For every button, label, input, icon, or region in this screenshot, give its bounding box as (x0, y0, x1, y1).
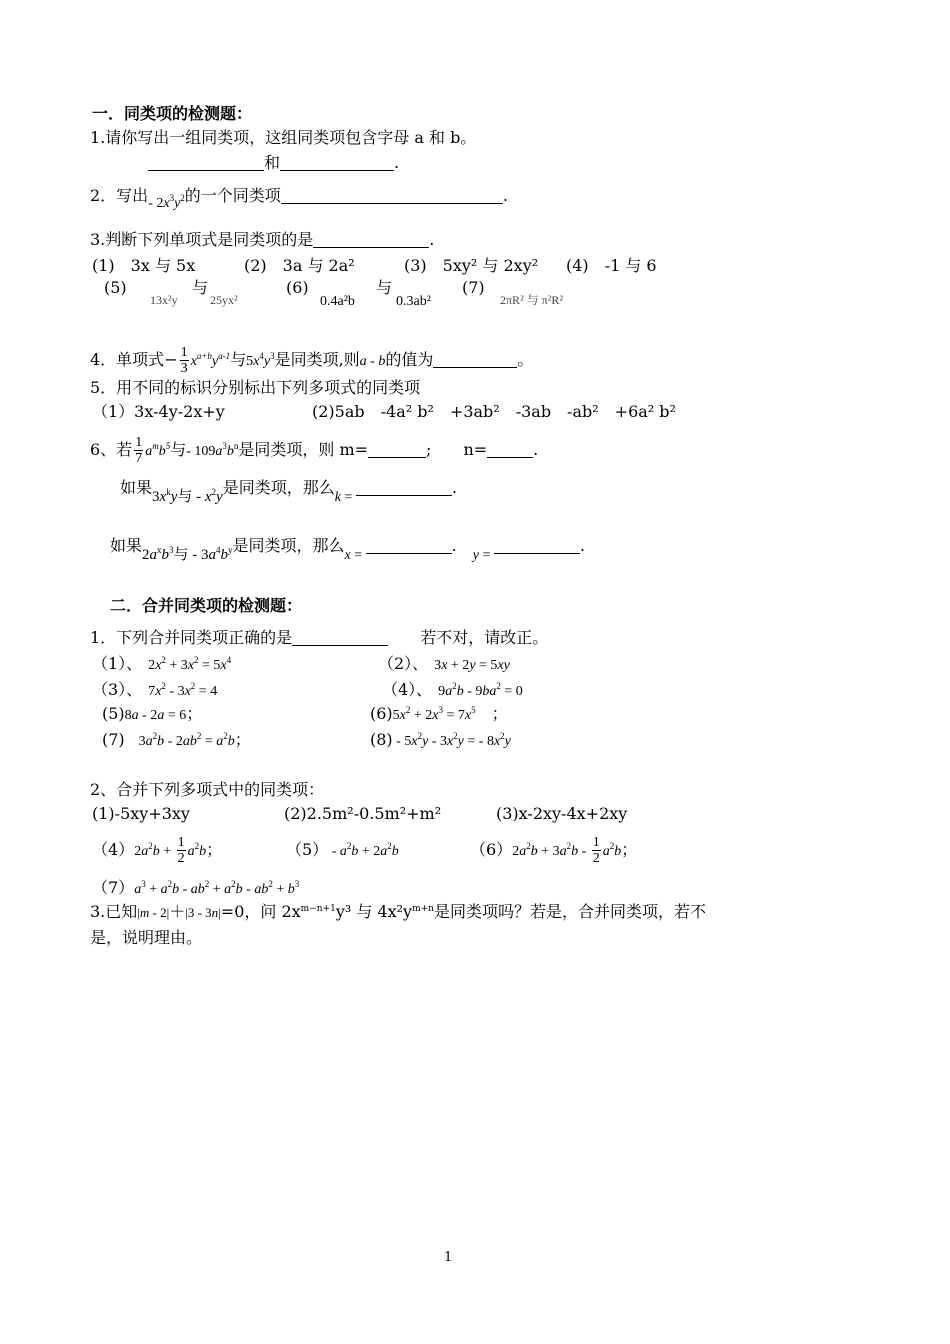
expression: - $2x^3y^2$ (148, 193, 185, 211)
question-2-2: 2、合并下列多项式中的同类项： (90, 780, 325, 799)
question-1-4: 4．单项式− $\frac{1}{3}$ $x^{a+b}y^{a-1}$与$5x^4y^3$是同类项,则a - b的值为 。 (90, 345, 534, 376)
q2-1-item-2: （2）、 3x + 2y = 5xy (378, 654, 510, 673)
q2-2-item-3: (3)x-2xy-4x+2xy (496, 804, 628, 823)
answer-blank[interactable] (368, 441, 426, 458)
q2-1-item-7: (7) $3a^2b - 2ab^2 = a^2b$； (102, 730, 251, 749)
answer-blank[interactable] (280, 154, 394, 171)
question-1-1-answer: 和 . (148, 153, 399, 173)
q2-1-item-3: （3）、 $7x^2 - 3x^2 = 4$ (92, 680, 218, 699)
q3-item-5b: 25yx² (210, 293, 238, 307)
question-1-6b: 如果$3x^ky$与 - $x^2y$是同类项，那么k = . (120, 478, 457, 505)
answer-blank[interactable] (292, 629, 388, 646)
q3-item-5a: 13x²y (150, 293, 178, 307)
question-2-3-cont: 是，说明理由。 (90, 928, 203, 947)
answer-blank[interactable] (487, 441, 533, 458)
q5-poly-2: (2)5ab -4a² b² +3ab² -3ab -ab² +6a² b² (312, 402, 676, 421)
answer-blank[interactable] (366, 537, 452, 554)
answer-blank[interactable] (494, 537, 580, 554)
question-1-2: 2．写出- $2x^3y^2$的一个同类项 . (90, 186, 508, 211)
q2-1-item-6: $(6)5x^2 + 2x^3 = 7x^5$ ； (370, 704, 508, 723)
question-1-3: 3.判断下列单项式是同类项的是 . (90, 230, 435, 249)
question-1-1: 1.请你写出一组同类项，这组同类项包含字母 a 和 b。 (90, 128, 477, 147)
q3-item-7: (7) (462, 278, 485, 297)
answer-blank[interactable] (281, 187, 503, 204)
q3-item-2: (2) 3a 与 2a² (244, 256, 355, 275)
question-1-6c: 如果$2a^xb^3$与 - $3a^4b^y$是同类项，那么x = . y = . (110, 536, 585, 563)
q2-1-item-4: （4）、 $9a^2b - 9ba^2 = 0$ (382, 680, 523, 699)
q2-1-item-8: $(8) - 5x^2y - 3x^2y$ = - $8x^2y$ (370, 730, 511, 749)
answer-blank[interactable] (433, 351, 517, 368)
q5-poly-1: （1）3x-4y-2x+y (92, 402, 225, 421)
q2-2-item-2: (2)2.5m²-0.5m²+m² (284, 804, 442, 823)
q3-item-6a: 0.4a²b (320, 294, 355, 309)
q3-item-3: (3) 5xy² 与 2xy² (404, 256, 539, 275)
page-number: 1 (444, 1250, 453, 1265)
section-2-title: 二．合并同类项的检测题： (110, 596, 303, 615)
q3-item-4: (4) -1 与 6 (566, 256, 657, 275)
q2-1-item-1: （1）、 $2x^2 + 3x^2 = 5x^4$ (92, 654, 232, 673)
q2-2-item-1: (1)-5xy+3xy (92, 804, 190, 823)
q2-2-item-7: $(7)a^3 + a^2b - ab^2 + a^2b - ab^2 + b^3$ (92, 878, 300, 897)
q3-with: 与 (192, 278, 209, 297)
q2-2-item-4: $(4)2a^2b$ + $\frac{1}{2}$ $a^2b$； (92, 835, 223, 866)
q2-2-item-6: $(6)2a^2b + 3a^2b$ - $\frac{1}{2}$ $a^2b$； (470, 835, 638, 866)
q2-1-item-5: (5)8a - 2a = 6； (102, 704, 203, 723)
question-2-1: 1．下列合并同类项正确的是 若不对，请改正。 (90, 628, 549, 647)
section-1-title: 一．同类项的检测题： (92, 104, 253, 123)
q2-2-item-5: $(5) - a^2b + 2a^2b$ (286, 840, 399, 859)
question-1-6: 6、若 $\frac{1}{7}$ $a^mb^5$与- $109a^3b^n$是同类项，则 m= ; n= . (90, 435, 539, 466)
q3-item-6: (6) (286, 278, 309, 297)
question-1-5: 5．用不同的标识分别标出下列多项式的同类项 (90, 378, 421, 397)
answer-blank[interactable] (313, 231, 429, 248)
q3-item-5: (5) (104, 278, 127, 297)
q3-item-6b: 0.3ab² (396, 294, 431, 309)
answer-blank[interactable] (356, 479, 452, 496)
q3-with: 与 (376, 278, 393, 297)
q3-item-7-expr: 2πR² 与 π²R² (500, 293, 563, 307)
answer-blank[interactable] (148, 154, 264, 171)
q3-item-1: (1) 3x 与 5x (92, 256, 196, 275)
question-2-3: 3.已知|m - 2|＋|3 - 3n|=0，问 $2x^{m-n+1}y^3$ 与 $4x^2y^{m+n}$是同类项吗？若是，合并同类项，若不 (90, 902, 706, 921)
